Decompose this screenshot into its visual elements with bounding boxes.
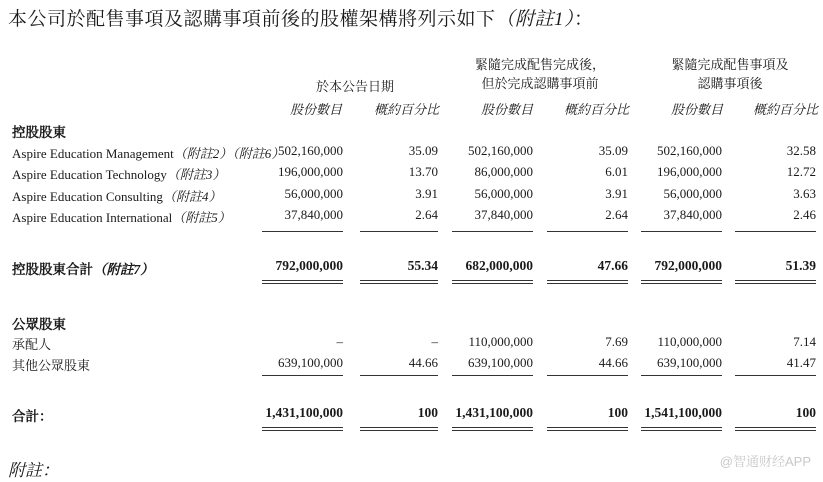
cell-percent: – bbox=[431, 334, 438, 349]
cell-shares: 682,000,000 bbox=[465, 258, 533, 273]
cell-shares: 56,000,000 bbox=[474, 186, 533, 201]
cell-shares: 502,160,000 bbox=[468, 143, 533, 158]
column-header-line: 認購事項後 bbox=[697, 76, 763, 91]
double-rule bbox=[641, 427, 722, 428]
rule bbox=[360, 375, 438, 376]
subheader-percent: 概約百分比 bbox=[374, 102, 440, 117]
rule bbox=[547, 231, 628, 232]
rule bbox=[641, 231, 722, 232]
cell-percent: 100 bbox=[607, 405, 628, 420]
rule bbox=[262, 231, 343, 232]
cell-percent: 32.58 bbox=[786, 143, 816, 158]
cell-percent: 3.91 bbox=[605, 186, 628, 201]
cell-shares: 1,431,100,000 bbox=[455, 405, 533, 420]
cell-shares: 56,000,000 bbox=[284, 186, 343, 201]
subheader-shares: 股份數目 bbox=[290, 102, 343, 117]
cell-shares: 196,000,000 bbox=[278, 164, 343, 179]
cell-percent: 41.47 bbox=[786, 355, 816, 370]
cell-percent: 3.63 bbox=[793, 186, 816, 201]
rule bbox=[735, 375, 816, 376]
cell-shares: 86,000,000 bbox=[474, 164, 533, 179]
rule bbox=[547, 375, 628, 376]
cell-percent: 7.69 bbox=[605, 334, 628, 349]
cell-shares: 639,100,000 bbox=[468, 355, 533, 370]
double-rule bbox=[262, 427, 343, 428]
cell-percent: 47.66 bbox=[597, 258, 628, 273]
subheader-shares: 股份數目 bbox=[481, 102, 534, 117]
cell-shares: 639,100,000 bbox=[657, 355, 722, 370]
cell-shares: 37,840,000 bbox=[663, 207, 722, 222]
row-note: （附註5） bbox=[172, 210, 231, 225]
double-rule bbox=[360, 283, 438, 284]
double-rule bbox=[262, 280, 343, 281]
rule bbox=[735, 231, 816, 232]
grand-total-label: 合計： bbox=[12, 409, 53, 424]
controlling-total-name: 控股股東合計 bbox=[12, 262, 93, 277]
intro-line bbox=[8, 4, 594, 31]
watermark: @智通财经APP bbox=[719, 454, 811, 469]
cell-percent: 35.09 bbox=[598, 143, 628, 158]
cell-percent: 6.01 bbox=[605, 164, 628, 179]
rule bbox=[360, 231, 438, 232]
double-rule bbox=[735, 280, 816, 281]
row-label bbox=[12, 334, 51, 353]
double-rule bbox=[641, 280, 722, 281]
cell-percent: 13.70 bbox=[408, 164, 438, 179]
cell-percent: 3.91 bbox=[415, 186, 438, 201]
intro-colon: ： bbox=[574, 9, 594, 30]
rule bbox=[641, 375, 722, 376]
column-header-current bbox=[260, 77, 450, 96]
cell-shares: 639,100,000 bbox=[278, 355, 343, 370]
double-rule bbox=[735, 427, 816, 428]
cell-percent: 44.66 bbox=[408, 355, 438, 370]
double-rule bbox=[360, 280, 438, 281]
double-rule bbox=[641, 283, 722, 284]
double-rule bbox=[360, 427, 438, 428]
row-name: Aspire Education Technology bbox=[12, 167, 167, 182]
column-header-line: 緊隨完成配售完成後， bbox=[474, 57, 605, 72]
cell-shares: 792,000,000 bbox=[654, 258, 722, 273]
cell-percent: 55.34 bbox=[407, 258, 438, 273]
row-label bbox=[12, 186, 221, 205]
cell-percent: 44.66 bbox=[598, 355, 628, 370]
intro-note: （附註1） bbox=[495, 9, 575, 30]
section-controlling: 控股股東 bbox=[12, 125, 66, 140]
column-header-line: 但於完成認購事項前 bbox=[481, 76, 599, 91]
cell-shares: 1,541,100,000 bbox=[644, 405, 722, 420]
double-rule bbox=[452, 430, 533, 431]
subheader-percent: 概約百分比 bbox=[753, 102, 819, 117]
subheader-percent: 概約百分比 bbox=[564, 102, 630, 117]
cell-shares: 37,840,000 bbox=[284, 207, 343, 222]
double-rule bbox=[547, 280, 628, 281]
controlling-total-note: （附註7） bbox=[93, 262, 154, 277]
double-rule bbox=[547, 283, 628, 284]
cell-shares: – bbox=[336, 334, 343, 349]
cell-percent: 35.09 bbox=[408, 143, 438, 158]
cell-percent: 2.64 bbox=[415, 207, 438, 222]
cell-shares: 56,000,000 bbox=[663, 186, 722, 201]
rule bbox=[262, 375, 343, 376]
subheader-shares: 股份數目 bbox=[671, 102, 724, 117]
double-rule bbox=[547, 430, 628, 431]
double-rule bbox=[547, 427, 628, 428]
double-rule bbox=[452, 283, 533, 284]
double-rule bbox=[735, 430, 816, 431]
rule bbox=[452, 375, 533, 376]
cell-percent: 12.72 bbox=[786, 164, 816, 179]
row-note: （附註2）（附註6） bbox=[173, 146, 285, 161]
row-name: 承配人 bbox=[12, 337, 52, 352]
intro-text: 本公司於配售事項及認購事項前後的股權架構將列示如下 bbox=[8, 9, 496, 30]
cell-percent: 2.46 bbox=[793, 207, 816, 222]
cell-percent: 100 bbox=[795, 405, 816, 420]
cell-percent: 7.14 bbox=[793, 334, 816, 349]
column-header-line: 緊隨完成配售事項及 bbox=[671, 57, 789, 72]
double-rule bbox=[452, 280, 533, 281]
cell-shares: 37,840,000 bbox=[474, 207, 533, 222]
footer-note: 附註： bbox=[8, 461, 59, 480]
double-rule bbox=[452, 427, 533, 428]
cell-shares: 502,160,000 bbox=[657, 143, 722, 158]
row-label bbox=[12, 355, 90, 374]
cell-shares: 196,000,000 bbox=[657, 164, 722, 179]
row-label bbox=[12, 207, 231, 226]
controlling-total-label bbox=[12, 258, 154, 278]
column-header-line: 於本公告日期 bbox=[315, 79, 394, 94]
row-name: 其他公眾股東 bbox=[12, 358, 91, 373]
rule bbox=[452, 231, 533, 232]
cell-shares: 502,160,000 bbox=[278, 143, 343, 158]
cell-percent: 51.39 bbox=[785, 258, 816, 273]
cell-shares: 1,431,100,000 bbox=[265, 405, 343, 420]
row-label bbox=[12, 164, 225, 183]
double-rule bbox=[262, 283, 343, 284]
cell-shares: 792,000,000 bbox=[275, 258, 343, 273]
cell-percent: 2.64 bbox=[605, 207, 628, 222]
section-public: 公眾股東 bbox=[12, 317, 66, 332]
double-rule bbox=[735, 283, 816, 284]
double-rule bbox=[262, 430, 343, 431]
cell-percent: 100 bbox=[417, 405, 438, 420]
row-label bbox=[12, 143, 284, 162]
row-note: （附註4） bbox=[162, 189, 222, 204]
double-rule bbox=[641, 430, 722, 431]
cell-shares: 110,000,000 bbox=[468, 334, 533, 349]
cell-shares: 110,000,000 bbox=[657, 334, 722, 349]
row-name: Aspire Education Consulting bbox=[12, 189, 163, 204]
column-header-after-subscription bbox=[635, 55, 823, 93]
row-name: Aspire Education International bbox=[12, 210, 173, 225]
column-header-after-placing bbox=[445, 55, 635, 93]
row-note: （附註3） bbox=[166, 167, 226, 182]
double-rule bbox=[360, 430, 438, 431]
row-name: Aspire Education Management bbox=[12, 146, 174, 161]
